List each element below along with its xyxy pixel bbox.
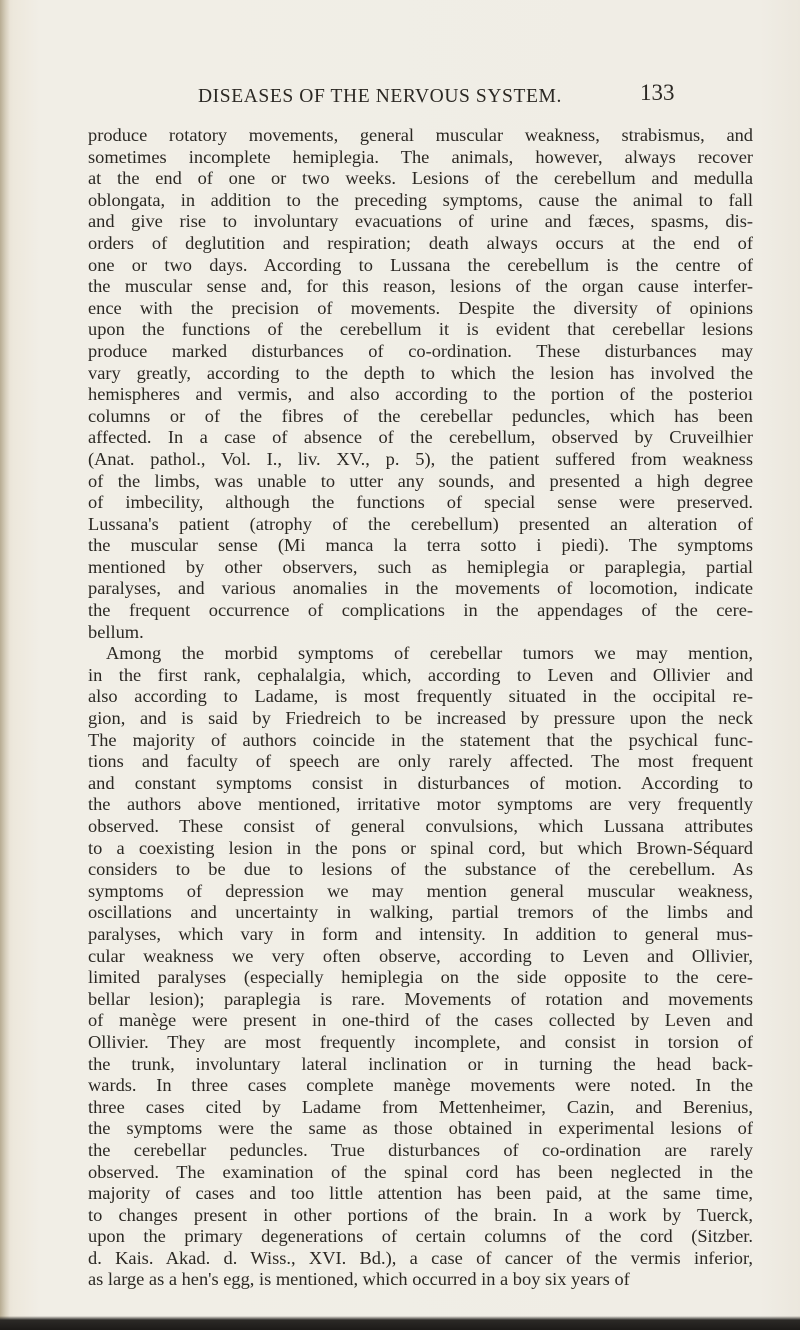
text-line: three cases cited by Ladame from Mettenheimer, Cazin, and Berenius, xyxy=(88,1096,753,1117)
text-line: and constant symptoms consist in disturbances of motion. According to xyxy=(88,772,753,793)
running-head xyxy=(0,80,800,114)
text-line: d. Kais. Akad. d. Wiss., XVI. Bd.), a case of cancer of the vermis inferior, xyxy=(88,1247,753,1268)
text-line: cular weakness we very often observe, according to Leven and Ollivier, xyxy=(88,945,753,966)
text-line: produce marked disturbances of co-ordination. These disturbances may xyxy=(88,340,753,361)
text-line: Among the morbid symptoms of cerebellar tumors we may mention, xyxy=(106,643,753,664)
text-line: and give rise to involuntary evacuations of urine and fæces, spasms, dis- xyxy=(88,211,753,232)
text-line: (Anat. pathol., Vol. I., liv. XV., p. 5), the patient suffered from weakness xyxy=(88,448,753,469)
text-line: Lussana's patient (atrophy of the cerebellum) presented an alteration of xyxy=(88,513,753,534)
text-line: vary greatly, according to the depth to which the lesion has involved the xyxy=(88,362,753,383)
text-line: at the end of one or two weeks. Lesions of the cerebellum and medulla xyxy=(88,168,753,189)
text-line: oscillations and uncertainty in walking, partial tremors of the limbs and xyxy=(88,902,753,923)
text-line: gion, and is said by Friedreich to be increased by pressure upon the neck xyxy=(88,708,753,729)
text-line: the muscular sense (Mi manca la terra sotto i piedi). The symptoms xyxy=(88,535,753,556)
text-line: as large as a hen's egg, is mentioned, which occurred in a boy six years of xyxy=(88,1269,630,1290)
text-line: one or two days. According to Lussana the cerebellum is the centre of xyxy=(88,254,753,275)
text-line: observed. These consist of general convulsions, which Lussana attributes xyxy=(88,816,753,836)
text-line: the frequent occurrence of complications in the appendages of the cere- xyxy=(88,600,753,621)
text-line: of the limbs, was unable to utter any sounds, and presented a high degree xyxy=(88,470,753,491)
page-number: 133 xyxy=(640,80,675,105)
text-line: mentioned by other observers, such as hemiplegia or paraplegia, partial xyxy=(88,556,753,577)
text-line: upon the primary degenerations of certain columns of the cord (Sitzber. xyxy=(88,1226,753,1247)
running-title: DISEASES OF THE NERVOUS SYSTEM. xyxy=(198,86,562,107)
text-line: of manège were present in one-third of the cases collected by Leven and xyxy=(88,1010,753,1031)
text-line: wards. In three cases complete manège movements were noted. In the xyxy=(88,1075,753,1096)
text-line: considers to be due to lesions of the substance of the cerebellum. As xyxy=(88,859,753,880)
text-line: upon the functions of the cerebellum it is evident that cerebellar lesions xyxy=(88,319,753,340)
text-line: tions and faculty of speech are only rarely affected. The most frequent xyxy=(88,751,753,772)
text-line: to changes present in other portions of the brain. In a work by Tuerck, xyxy=(88,1204,753,1225)
text-line: of imbecility, although the functions of special sense were preserved. xyxy=(88,492,753,513)
paragraph xyxy=(88,125,753,643)
text-line: paralyses, which vary in form and intensity. In addition to general mus- xyxy=(88,923,753,944)
text-line: sometimes incomplete hemiplegia. The animals, however, always recover xyxy=(88,146,753,167)
text-line: the symptoms were the same as those obtained in experimental lesions of xyxy=(88,1118,753,1139)
text-line: The majority of authors coincide in the statement that the psychical func- xyxy=(88,729,753,750)
text-line: limited paralyses (especially hemiplegia on the side opposite to the cere- xyxy=(88,967,753,988)
text-line: bellum. xyxy=(88,621,144,642)
text-line: the muscular sense and, for this reason, lesions of the organ cause interfer- xyxy=(88,276,753,297)
text-line: Ollivier. They are most frequently incomplete, and consist in torsion of xyxy=(88,1031,753,1052)
text-line: ence with the precision of movements. Despite the diversity of opinions xyxy=(88,297,753,318)
text-line: the authors above mentioned, irritative motor symptoms are very frequently xyxy=(88,794,753,815)
text-line: paralyses, and various anomalies in the movements of locomotion, indicate xyxy=(88,578,753,599)
text-line: symptoms of depression we may mention general muscular weakness, xyxy=(88,880,753,901)
text-line: in the first rank, cephalalgia, which, according to Leven and Ollivier and xyxy=(88,664,753,685)
paragraph xyxy=(88,643,753,1291)
text-line: the cerebellar peduncles. True disturbances of co-ordination are rarely xyxy=(88,1139,753,1160)
text-line: to a coexisting lesion in the pons or spinal cord, but which Brown-Séquard xyxy=(88,837,753,858)
text-line: also according to Ladame, is most frequently situated in the occipital re- xyxy=(88,686,753,707)
text-line: the trunk, involuntary lateral inclination or in turning the head back- xyxy=(88,1053,753,1074)
text-line: produce rotatory movements, general muscular weakness, strabismus, and xyxy=(88,125,753,145)
text-line: hemispheres and vermis, and also according to the portion of the posterioı xyxy=(88,384,753,405)
text-line: majority of cases and too little attention has been paid, at the same time, xyxy=(88,1183,753,1204)
text-line: columns or of the fibres of the cerebellar peduncles, which has been xyxy=(88,405,753,426)
text-line: oblongata, in addition to the preceding symptoms, cause the animal to fall xyxy=(88,189,753,210)
page-bottom-edge xyxy=(0,1316,800,1330)
body-text xyxy=(88,125,753,1291)
text-line: bellar lesion); paraplegia is rare. Movements of rotation and movements xyxy=(88,988,753,1009)
binding-edge xyxy=(0,0,10,1330)
text-line: orders of deglutition and respiration; death always occurs at the end of xyxy=(88,232,753,253)
text-line: affected. In a case of absence of the cerebellum, observed by Cruveilhier xyxy=(88,427,753,448)
text-line: observed. The examination of the spinal cord has been neglected in the xyxy=(88,1161,753,1182)
